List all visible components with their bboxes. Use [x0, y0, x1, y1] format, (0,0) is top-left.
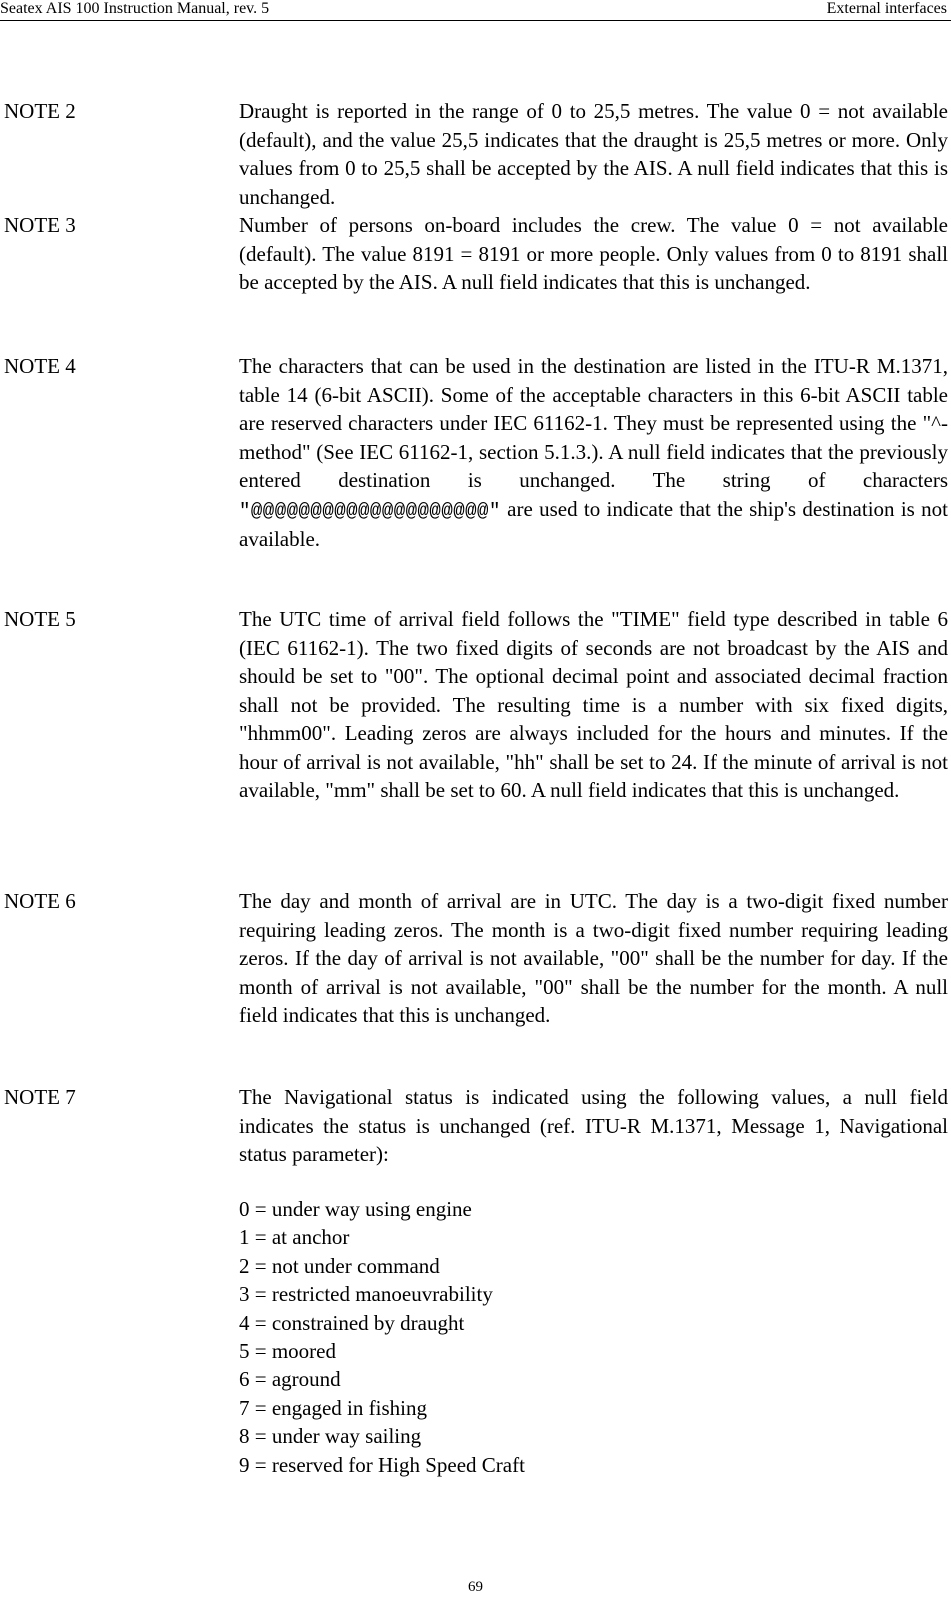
page-number: 69 [468, 1579, 483, 1595]
note-text [239, 352, 948, 554]
note-label: NOTE 6 [4, 889, 76, 913]
note-text: The Navigational status is indicated using the following values, a null field indicates the status is unchanged (ref. ITU-R M.1371, Message 1, Navigational status parameter): [239, 1085, 948, 1166]
unavailable-destination-string: "@@@@@@@@@@@@@@@@@@@@" [239, 499, 501, 522]
list-item: 3 = restricted manoeuvrability [239, 1282, 493, 1307]
list-item: 6 = aground [239, 1367, 341, 1392]
page-header [0, 0, 951, 21]
list-item: 5 = moored [239, 1339, 336, 1364]
list-item: 7 = engaged in fishing [239, 1395, 427, 1420]
note-label: NOTE 3 [4, 213, 76, 237]
note-text: The day and month of arrival are in UTC. The day is a two-digit fixed number requiring leading zeros. The month is a two-digit fixed number requiring leading zeros. If the day of arrival is not available, "00" shall be the number for day. If the month of arrival is not available, "00" shall be the number for the month. A null field indicates that this is unchanged. [239, 889, 948, 1027]
section-title: External interfaces [826, 0, 947, 17]
note-text: Number of persons on-board includes the crew. The value 0 = not available (default). The value 8191 = 8191 or more people. Only values from 0 to 8191 shall be accepted by the AIS. A null field indicates that this is unchanged. [239, 213, 948, 294]
note-text: The UTC time of arrival field follows the "TIME" field type described in table 6 (IEC 61162-1). The two fixed digits of seconds are not broadcast by the AIS and should be set to "00". The optional decimal point and associated decimal fraction shall not be provided. The resulting time is a number with six fixed digits, "hhmm00". Leading zeros are always included for the hours and minutes. If the hour of arrival is not available, "hh" shall be set to 24. If the minute of arrival is not available, "mm" shall be set to 60. A null field indicates that this is unchanged. [239, 607, 948, 802]
list-item: 8 = under way sailing [239, 1424, 422, 1449]
list-item: 4 = constrained by draught [239, 1310, 465, 1335]
manual-title: Seatex AIS 100 Instruction Manual, rev. 5 [0, 0, 270, 17]
note-text-part: The characters that can be used in the destination are listed in the ITU-R M.1371, table 14 (6-bit ASCII). Some of the acceptable characters in this 6-bit ASCII table are reserved characters under IEC 61162-1. They must be represented using the "^-method" (See IEC 61162-1, section 5.1.3.). A null field indicates that the previously entered destination is unchanged. The string of characters [239, 354, 948, 492]
note-label: NOTE 4 [4, 354, 76, 378]
note-label: NOTE 2 [4, 99, 76, 123]
note-label: NOTE 7 [4, 1085, 76, 1109]
note-text: Draught is reported in the range of 0 to 25,5 metres. The value 0 = not available (default), and the value 25,5 indicates that the draught is 25,5 metres or more. Only values from 0 to 25,5 shall be accepted by the AIS. A null field indicates that this is unchanged. [239, 99, 948, 209]
note-label: NOTE 5 [4, 607, 76, 631]
navigational-status-list [239, 1195, 939, 1479]
list-item: 0 = under way using engine [239, 1197, 472, 1221]
list-item: 9 = reserved for High Speed Craft [239, 1452, 525, 1477]
note-text-part: are used to indicate that the ship's destination is not available. [239, 496, 948, 551]
list-item: 2 = not under command [239, 1253, 440, 1278]
list-item: 1 = at anchor [239, 1225, 350, 1250]
